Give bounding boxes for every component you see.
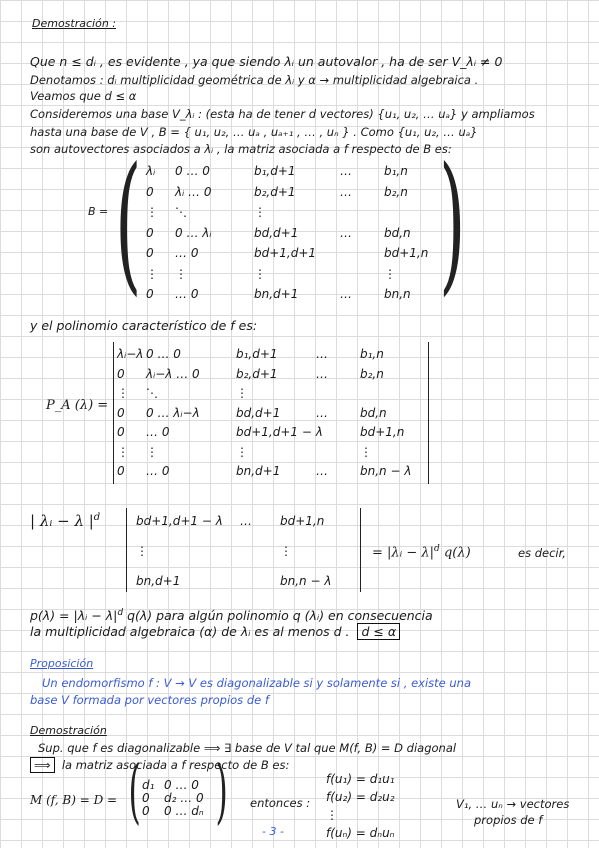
matrix-p-cell-r4-c0: 0 — [117, 425, 125, 439]
char-poly-text: y el polinomio característico de f es: — [30, 318, 258, 333]
matrix-b-right-paren: ) — [439, 136, 466, 310]
demo2-arrow: ⟹ — [30, 757, 55, 773]
conclusion-text: q(λ) para algún polinomio q (λᵢ) en consecuencia — [127, 608, 433, 624]
matrix-p-cell-r4-c4: bd+1,n — [360, 425, 405, 439]
matrix-p-cell-r1-c0: 0 — [117, 366, 125, 381]
det-cell-r0-c2: bd+1,n — [280, 514, 325, 528]
matrix-p-cell-r1-c4: b₂,n — [360, 366, 384, 381]
intro-line-6: son autovectores asociados a λᵢ , la matriz asociada a f respecto de B es: — [30, 142, 452, 156]
boxed-result: d ≤ α — [357, 623, 400, 640]
proposition-line-1: Un endomorfismo f : V → V es diagonalizable si y solamente si , existe una — [42, 676, 472, 690]
conclusion-line-1 — [30, 605, 433, 624]
matrix-b-cell-r1-c0: 0 — [146, 184, 154, 199]
eigen-equation-2: ⋮ — [326, 808, 338, 822]
matrix-p-cell-r0-c0: λᵢ−λ — [117, 347, 144, 361]
matrix-p-cell-r2-c0: ⋮ — [117, 386, 129, 400]
intro-line-1: Que n ≤ dᵢ , es evidente , ya que siendo λᵢ un autovalor , ha de ser V_λᵢ ≠ 0 — [30, 54, 503, 69]
matrix-b-cell-r4-c0: 0 — [146, 246, 154, 260]
det-cell-r2-c0: bn,d+1 — [136, 574, 181, 588]
matrix-b-cell-r0-c0: λᵢ — [146, 164, 156, 178]
char-poly-label: P_A (λ) = — [46, 398, 109, 413]
matrix-b-cell-r4-c4: bd+1,n — [384, 246, 429, 260]
matrix-b-left-paren: ( — [115, 136, 142, 310]
matrix-b-cell-r6-c1: … 0 — [175, 287, 199, 301]
det-cell-r1-c0: ⋮ — [136, 544, 148, 558]
demo2-line-2-text: la matriz asociada a f respecto de B es: — [61, 758, 290, 772]
matrix-b-cell-r1-c1: λᵢ … 0 — [175, 184, 212, 199]
matrix-b-cell-r0-c4: b₁,n — [384, 164, 408, 178]
matrix-p-cell-r6-c0: 0 — [117, 464, 125, 478]
matrix-p-cell-r2-c2: ⋮ — [236, 386, 248, 400]
det-factor-exp: d — [93, 512, 101, 523]
det-cell-r2-c2: bn,n − λ — [280, 574, 332, 588]
proposition-title: Proposición — [30, 657, 94, 670]
diag-lhs: M (f, B) = D = — [30, 793, 118, 807]
matrix-b-cell-r3-c4: bd,n — [384, 225, 411, 240]
conclusion-line-2-text: la multiplicidad algebraica (α) de λᵢ es al menos d . — [30, 624, 350, 639]
matrix-b-cell-r4-c2: bd+1,d+1 — [254, 246, 317, 260]
matrix-p-cell-r3-c4: bd,n — [360, 405, 387, 420]
matrix-p-cell-r4-c2: bd+1,d+1 − λ — [236, 425, 323, 439]
matrix-p-cell-r1-c2: b₂,d+1 — [236, 366, 278, 381]
matrix-b-cell-r6-c3: … — [340, 287, 352, 301]
matrix-b-cell-r5-c1: ⋮ — [175, 266, 187, 281]
matrix-b-cell-r1-c3: … — [340, 184, 352, 199]
det-cell-r1-c2: ⋮ — [280, 544, 292, 558]
diag-cell-r0-c1: 0 … 0 — [164, 778, 199, 792]
matrix-p-cell-r3-c0: 0 — [117, 405, 125, 420]
matrix-b-cell-r1-c2: b₂,d+1 — [254, 184, 296, 199]
conclusion-line-2 — [30, 624, 400, 640]
diag-cell-r1-c1: d₂ … 0 — [164, 791, 204, 805]
matrix-b-label: B = — [88, 205, 109, 218]
matrix-b-cell-r0-c3: … — [340, 164, 352, 178]
diag-cell-r2-c1: 0 … dₙ — [164, 804, 204, 818]
matrix-p-cell-r2-c1: ⋱ — [146, 386, 158, 400]
matrix-p-cell-r6-c4: bn,n − λ — [360, 464, 412, 478]
eigen-equation-3: f(uₙ) = dₙuₙ — [326, 826, 395, 840]
matrix-p-cell-r4-c1: … 0 — [146, 425, 170, 439]
vectores-line-2: propios de f — [474, 813, 543, 827]
matrix-p-cell-r0-c4: b₁,n — [360, 347, 384, 361]
page-number: - 3 - — [262, 825, 284, 838]
matrix-p-left-bar — [113, 342, 114, 484]
det-factor — [30, 510, 100, 529]
det-result-exp: d — [434, 544, 440, 554]
matrix-b-cell-r3-c2: bd,d+1 — [254, 225, 299, 240]
diag-cell-r1-c0: 0 — [142, 791, 150, 805]
matrix-p-cell-r6-c1: … 0 — [146, 464, 170, 478]
matrix-p-cell-r0-c2: b₁,d+1 — [236, 347, 278, 361]
matrix-b-cell-r6-c4: bn,n — [384, 287, 411, 301]
det-right-bar — [360, 508, 361, 592]
matrix-p-cell-r1-c1: λᵢ−λ … 0 — [146, 366, 200, 381]
intro-line-2: Denotamos : dᵢ multiplicidad geométrica de λᵢ y α → multiplicidad algebraica . — [30, 73, 479, 87]
matrix-b-cell-r1-c4: b₂,n — [384, 184, 408, 199]
matrix-p-cell-r5-c4: ⋮ — [360, 444, 372, 459]
matrix-b-cell-r6-c0: 0 — [146, 287, 154, 301]
det-cell-r0-c0: bd+1,d+1 − λ — [136, 514, 223, 528]
matrix-p-cell-r0-c1: 0 … 0 — [146, 347, 181, 361]
matrix-p-cell-r3-c1: 0 … λᵢ−λ — [146, 405, 200, 420]
matrix-b-cell-r5-c2: ⋮ — [254, 266, 266, 281]
matrix-b-cell-r0-c1: 0 … 0 — [175, 164, 210, 178]
entonces: entonces : — [250, 796, 311, 810]
det-factor-text: | λᵢ − λ | — [30, 512, 94, 530]
conclusion-poly: p(λ) = |λᵢ − λ| — [30, 608, 118, 624]
det-result-text: = |λᵢ − λ| — [372, 545, 435, 561]
conclusion-exp: d — [117, 608, 124, 618]
diag-left-paren: ( — [128, 750, 141, 832]
diag-cell-r0-c0: d₁ — [142, 778, 155, 792]
matrix-b-cell-r2-c2: ⋮ — [254, 205, 266, 219]
intro-line-5: hasta una base de V , B = { u₁, u₂, … uₐ , uₐ₊₁ , … , uₙ } . Como {u₁, u₂, … uₐ} — [30, 125, 478, 139]
matrix-b-cell-r6-c2: bn,d+1 — [254, 287, 299, 301]
matrix-p-cell-r0-c3: … — [316, 347, 328, 361]
matrix-b-cell-r3-c3: … — [340, 225, 352, 240]
matrix-b-cell-r2-c1: ⋱ — [175, 205, 187, 219]
diag-right-paren: ) — [215, 750, 228, 832]
demo2-line-1: Sup. que f es diagonalizable ⟹ ∃ base de V tal que M(f, B) = D diagonal — [38, 741, 457, 755]
matrix-p-cell-r3-c3: … — [316, 405, 328, 420]
eigen-equation-1: f(u₂) = d₂u₂ — [326, 790, 395, 804]
det-left-bar — [126, 508, 127, 592]
matrix-b-cell-r2-c0: ⋮ — [146, 205, 158, 219]
demo2-title: Demostración — [30, 724, 107, 737]
intro-line-4: Consideremos una base V_λᵢ : (esta ha de tener d vectores) {u₁, u₂, … uₐ} y ampliamos — [30, 107, 535, 121]
vectores-line-1: V₁, … uₙ → vectores — [456, 797, 570, 811]
matrix-b-cell-r3-c1: 0 … λᵢ — [175, 225, 212, 240]
matrix-b-cell-r5-c0: ⋮ — [146, 266, 158, 281]
proposition-line-2: base V formada por vectores propios de f — [30, 693, 269, 707]
matrix-p-cell-r6-c3: … — [316, 464, 328, 478]
eigen-equation-0: f(u₁) = d₁u₁ — [326, 772, 395, 786]
intro-line-3: Veamos que d ≤ α — [30, 89, 137, 103]
det-cell-r0-c1: … — [240, 514, 252, 528]
matrix-b-cell-r4-c1: … 0 — [175, 246, 199, 260]
matrix-p-cell-r5-c1: ⋮ — [146, 444, 158, 459]
matrix-p-cell-r1-c3: … — [316, 366, 328, 381]
det-result-tail: q(λ) — [443, 545, 471, 561]
matrix-p-right-bar — [428, 342, 429, 484]
matrix-p-cell-r5-c0: ⋮ — [117, 444, 129, 459]
page-title: Demostración : — [32, 17, 116, 30]
matrix-b-cell-r5-c4: ⋮ — [384, 266, 396, 281]
matrix-b-cell-r3-c0: 0 — [146, 225, 154, 240]
det-result — [372, 541, 471, 561]
matrix-b-cell-r0-c2: b₁,d+1 — [254, 164, 296, 178]
matrix-p-cell-r6-c2: bn,d+1 — [236, 464, 281, 478]
diag-cell-r2-c0: 0 — [142, 804, 150, 818]
matrix-p-cell-r3-c2: bd,d+1 — [236, 405, 281, 420]
demo2-line-2 — [30, 757, 289, 773]
es-decir: es decir, — [518, 546, 566, 560]
matrix-p-cell-r5-c2: ⋮ — [236, 444, 248, 459]
